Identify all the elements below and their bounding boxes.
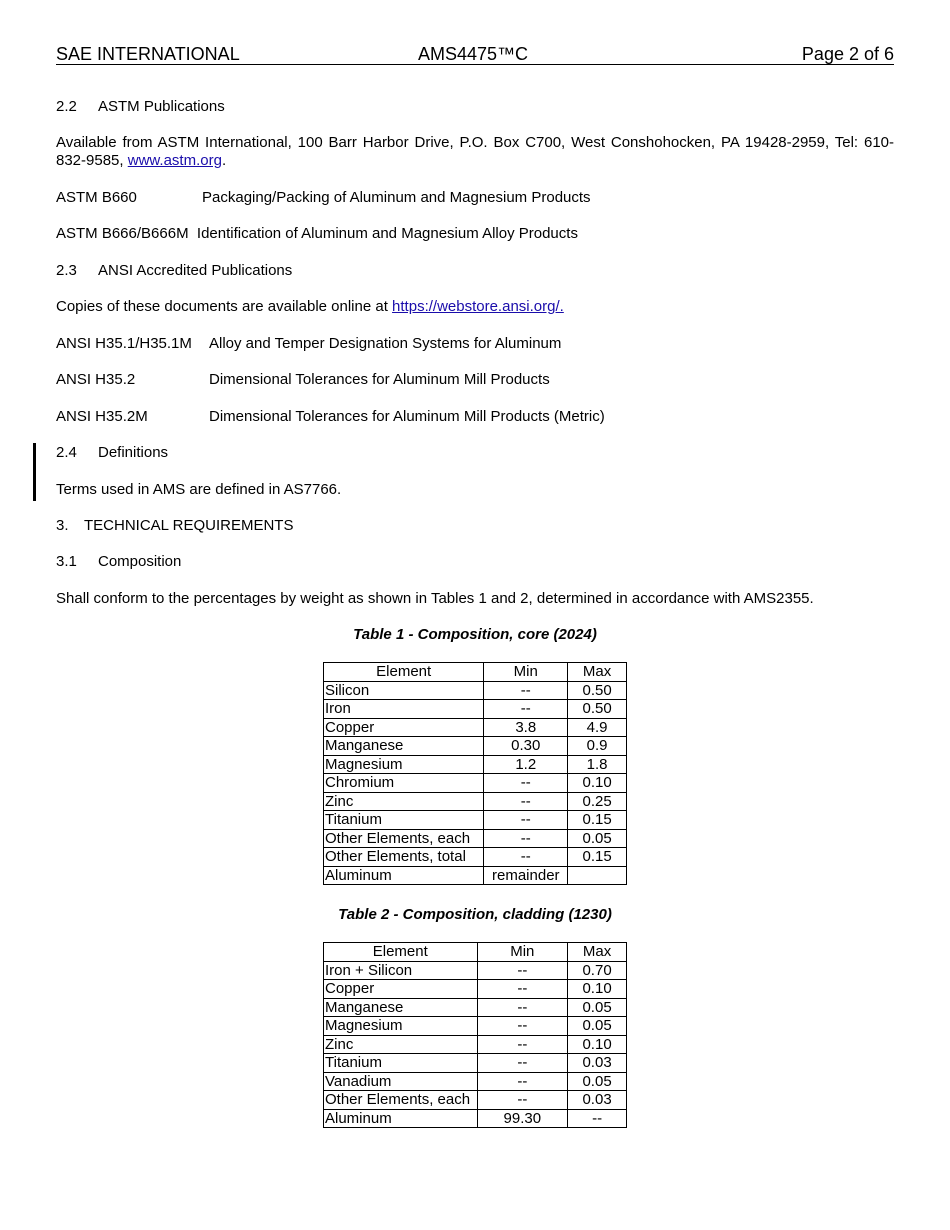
- ansi-availability-text: Copies of these documents are available online at: [56, 298, 393, 315]
- table-row: [324, 829, 627, 848]
- table-row: [324, 755, 627, 774]
- table-row: [324, 681, 627, 700]
- element-name-cell: Manganese: [324, 737, 484, 756]
- max-value-cell: 0.05: [568, 1017, 627, 1036]
- column-header: Element: [324, 663, 484, 682]
- max-value-cell: 0.10: [568, 774, 627, 793]
- element-name-cell: Other Elements, each: [324, 1091, 478, 1110]
- max-value-cell: 0.03: [568, 1054, 627, 1073]
- table-row: [324, 737, 627, 756]
- section-title: TECHNICAL REQUIREMENTS: [84, 517, 294, 534]
- element-name-cell: Copper: [324, 718, 484, 737]
- reference-code: ANSI H35.1/H35.1M: [56, 335, 192, 352]
- column-header: Max: [568, 663, 627, 682]
- max-value-cell: 0.15: [568, 848, 627, 867]
- max-value-cell: 0.50: [568, 700, 627, 719]
- section-number: 2.4: [56, 444, 77, 461]
- astm-availability-text: Available from ASTM International, 100 Barr Harbor Drive, P.O. Box C700, West Conshohocken, PA 19428-2959, Tel: 610-832-9585,: [56, 134, 894, 169]
- table-row: [324, 774, 627, 793]
- element-name-cell: Zinc: [324, 792, 484, 811]
- header-doc-number: AMS4475™C: [418, 44, 529, 64]
- table-2-composition-cladding: [323, 942, 627, 1128]
- section-2-4-heading: [56, 444, 168, 462]
- section-title: ASTM Publications: [98, 98, 225, 115]
- reference-title: Dimensional Tolerances for Aluminum Mill Products: [209, 371, 550, 388]
- table-row: [324, 792, 627, 811]
- element-name-cell: Titanium: [324, 811, 484, 830]
- table-row: [324, 1054, 627, 1073]
- table-header-row: [324, 943, 627, 962]
- composition-text: Shall conform to the percentages by weight as shown in Tables 1 and 2, determined in accordance with AMS2355.: [56, 590, 814, 607]
- min-value-cell: --: [477, 980, 568, 999]
- min-value-cell: --: [484, 848, 568, 867]
- table-row: [324, 1035, 627, 1054]
- max-value-cell: 0.10: [568, 980, 627, 999]
- element-name-cell: Manganese: [324, 998, 478, 1017]
- table-row: [324, 1072, 627, 1091]
- reference-astm-b660: [56, 189, 591, 207]
- table-row: [324, 718, 627, 737]
- max-value-cell: 0.05: [568, 998, 627, 1017]
- min-value-cell: 0.30: [484, 737, 568, 756]
- max-value-cell: [568, 866, 627, 885]
- element-name-cell: Aluminum: [324, 866, 484, 885]
- table-row: [324, 700, 627, 719]
- min-value-cell: 99.30: [477, 1109, 568, 1128]
- min-value-cell: --: [484, 681, 568, 700]
- section-2-3-heading: [56, 262, 292, 280]
- min-value-cell: 1.2: [484, 755, 568, 774]
- max-value-cell: 0.05: [568, 1072, 627, 1091]
- min-value-cell: 3.8: [484, 718, 568, 737]
- column-header: Element: [324, 943, 478, 962]
- astm-link-period: .: [221, 152, 227, 169]
- element-name-cell: Titanium: [324, 1054, 478, 1073]
- max-value-cell: 0.03: [568, 1091, 627, 1110]
- min-value-cell: --: [484, 811, 568, 830]
- max-value-cell: 0.15: [568, 811, 627, 830]
- element-name-cell: Zinc: [324, 1035, 478, 1054]
- min-value-cell: --: [477, 998, 568, 1017]
- astm-availability-paragraph: [56, 134, 894, 170]
- min-value-cell: --: [477, 1017, 568, 1036]
- section-number: 3.1: [56, 553, 77, 570]
- table-row: [324, 811, 627, 830]
- ansi-availability-paragraph: [56, 298, 564, 316]
- element-name-cell: Copper: [324, 980, 478, 999]
- reference-title: Packaging/Packing of Aluminum and Magnesium Products: [202, 189, 591, 206]
- column-header: Min: [477, 943, 568, 962]
- header-org: SAE INTERNATIONAL: [56, 44, 240, 64]
- min-value-cell: --: [477, 961, 568, 980]
- column-header: Max: [568, 943, 627, 962]
- element-name-cell: Chromium: [324, 774, 484, 793]
- table-row: [324, 1109, 627, 1128]
- max-value-cell: 0.50: [568, 681, 627, 700]
- max-value-cell: 0.05: [568, 829, 627, 848]
- max-value-cell: 0.10: [568, 1035, 627, 1054]
- header-page-number: Page 2 of 6: [801, 44, 894, 64]
- section-number: 2.2: [56, 98, 77, 115]
- table-row: [324, 848, 627, 867]
- min-value-cell: --: [484, 774, 568, 793]
- table-row: [324, 980, 627, 999]
- section-number: 2.3: [56, 262, 77, 279]
- reference-title: Identification of Aluminum and Magnesium Alloy Products: [196, 225, 578, 242]
- min-value-cell: --: [477, 1072, 568, 1091]
- element-name-cell: Silicon: [324, 681, 484, 700]
- section-2-2-heading: [56, 98, 225, 116]
- max-value-cell: --: [568, 1109, 627, 1128]
- ansi-webstore-link[interactable]: https://webstore.ansi.org/.: [392, 298, 564, 315]
- min-value-cell: remainder: [484, 866, 568, 885]
- table-row: [324, 998, 627, 1017]
- max-value-cell: 1.8: [568, 755, 627, 774]
- column-header: Min: [484, 663, 568, 682]
- reference-ansi-h35-2: [56, 371, 550, 389]
- section-3-1-heading: [56, 553, 181, 571]
- astm-link[interactable]: www.astm.org: [127, 152, 222, 169]
- min-value-cell: --: [484, 700, 568, 719]
- section-title: Composition: [98, 553, 182, 570]
- element-name-cell: Magnesium: [324, 1017, 478, 1036]
- max-value-cell: 0.9: [568, 737, 627, 756]
- table-1-caption: Table 1 - Composition, core (2024): [353, 626, 597, 643]
- reference-code: ASTM B660: [56, 189, 137, 206]
- page-header: [56, 43, 894, 65]
- min-value-cell: --: [477, 1054, 568, 1073]
- section-number: 3.: [56, 517, 69, 534]
- min-value-cell: --: [484, 829, 568, 848]
- definitions-text: Terms used in AMS are defined in AS7766.: [56, 481, 342, 498]
- table-header-row: [324, 663, 627, 682]
- revision-change-bar: [33, 443, 36, 501]
- min-value-cell: --: [484, 792, 568, 811]
- reference-astm-b666: [56, 225, 578, 243]
- reference-ansi-h35-2m: [56, 408, 605, 426]
- table-1-composition-core: [323, 662, 627, 885]
- max-value-cell: 0.70: [568, 961, 627, 980]
- element-name-cell: Other Elements, total: [324, 848, 484, 867]
- min-value-cell: --: [477, 1035, 568, 1054]
- reference-title: Dimensional Tolerances for Aluminum Mill Products (Metric): [209, 408, 605, 425]
- table-row: [324, 866, 627, 885]
- table-row: [324, 1091, 627, 1110]
- element-name-cell: Iron: [324, 700, 484, 719]
- table-row: [324, 961, 627, 980]
- reference-code: ANSI H35.2M: [56, 408, 148, 425]
- section-3-heading: [56, 517, 293, 535]
- reference-code: ANSI H35.2: [56, 371, 136, 388]
- min-value-cell: --: [477, 1091, 568, 1110]
- element-name-cell: Other Elements, each: [324, 829, 484, 848]
- reference-title: Alloy and Temper Designation Systems for Aluminum: [209, 335, 562, 352]
- element-name-cell: Iron + Silicon: [324, 961, 478, 980]
- reference-code: ASTM B666/B666M: [56, 225, 189, 242]
- element-name-cell: Magnesium: [324, 755, 484, 774]
- element-name-cell: Aluminum: [324, 1109, 478, 1128]
- table-2-caption: Table 2 - Composition, cladding (1230): [338, 906, 612, 923]
- reference-ansi-h35-1: [56, 335, 561, 353]
- max-value-cell: 0.25: [568, 792, 627, 811]
- table-row: [324, 1017, 627, 1036]
- max-value-cell: 4.9: [568, 718, 627, 737]
- section-title: ANSI Accredited Publications: [98, 262, 293, 279]
- element-name-cell: Vanadium: [324, 1072, 478, 1091]
- section-title: Definitions: [98, 444, 169, 461]
